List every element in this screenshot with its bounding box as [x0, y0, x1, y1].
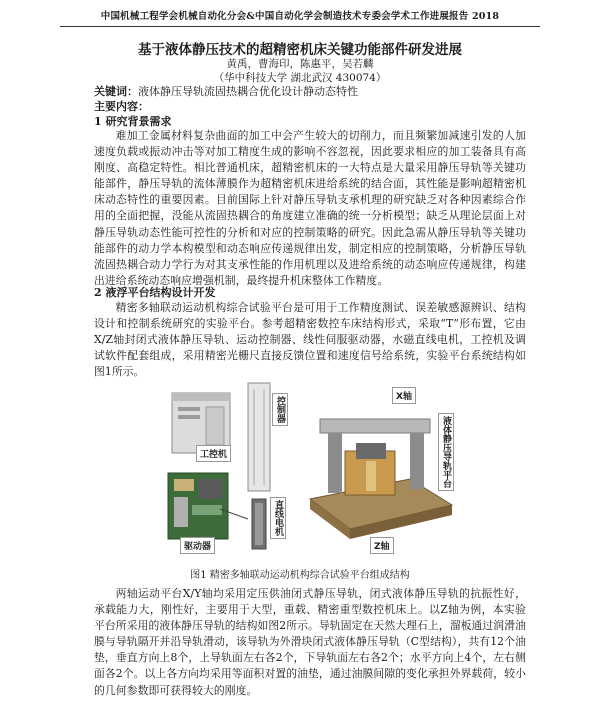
figure-1-caption: 图1 精密多轴联动运动机构综合试验平台组成结构: [190, 570, 410, 581]
keywords-label: 关键词：: [94, 85, 138, 98]
keywords-line: [94, 83, 560, 99]
linear-motor-label: 直线电机: [270, 497, 286, 539]
z-axis-label: Z轴: [370, 537, 394, 554]
affiliation: （华中科技大学 湖北武汉 430074）: [213, 72, 387, 84]
linear-motor-image: [252, 499, 266, 549]
driver-image: [168, 473, 228, 539]
machine-image: [310, 419, 452, 539]
paper-title: 基于液体静压技术的超精密机床关键功能部件研发进展: [138, 42, 462, 58]
figure-1-illustration: [160, 379, 460, 555]
driver-label: 驱动器: [180, 537, 215, 554]
running-header: 中国机械工程学会机械自动化分会&中国自动化学会制造技术专委会学术工作进展报告 2018: [60, 8, 540, 27]
guideway-platform-label: 液体静压导轨平台: [438, 413, 454, 491]
main-content-label: 主要内容：: [94, 100, 149, 113]
author-list: 黄禹，曹海印，陈惠平，吴若麟: [226, 58, 374, 70]
section-2-paragraph-1: 精密多轴联动运动机构综合试验平台是可用于工作精度测试、误差敏感源辨识、结构设计和控制系统研究的实验平台。参考超精密数控车床结构形式，采取“T”形布置，它由X/Z轴封闭式液体静压导轨、运动控制器、线性伺服驱动器，水磁直线电机，工控机及调试软件配套组成，采用精密光栅尺直接反馈位置和速度信号给系统，实验平台系统结构如图1所示。: [94, 301, 526, 379]
section-1-paragraph: 难加工金属材料复杂曲面的加工中会产生较大的切削力，而且频繁加减速引发的人加速度负载或振动冲击等对加工精度生成的影响不容忽视，因此要求相应的加工装备具有高刚度、高稳定特性。相比普通机床，超精密机床的一大特点是大量采用静压导轨等关键功能部件，静压导轨的流体薄膜作为超精密机床进给系统的结合面，其性能是影响超精密机床动态特性的重要因素。目前国际上针对静压导轨支承机理的研究缺乏对各种因素综合作用的全面把握，没能从流固热耦合的角度建立准确的统一分析模型；缺乏从理论层面上对静压导轨动态性能可控性的分析和对应的控制策略的研究。因此急需从静压导轨等关键功能部件的动力学本构模型和动态响应传递规律出发，制定相应的控制策略，分析静压导轨流固热耦合动力学行为对其支承性能的作用机理以及进给系统的动态响应传递规律，构建出进给系统动态响应增强机制，最终提升机床整体工作精度。: [94, 129, 526, 287]
ipc-image: [172, 393, 230, 453]
keywords-text: 液体静压导轨流固热耦合优化设计静动态特性: [138, 85, 358, 98]
figure-1: [160, 379, 460, 555]
controller-label: 控制器: [272, 393, 288, 426]
x-axis-label: X轴: [392, 387, 416, 404]
section-2-heading: 2 液浮平台结构设计开发: [94, 286, 216, 299]
section-2-paragraph-2: 两轴运动平台X/Y轴均采用定压供油闭式静压导轨，闭式液体静压导轨的抗振性好，承载能力大，刚性好，主要用于大型，重载、精密重型数控机床上。以Z轴为例，本实验平台所采用的液体静压导轨的结构如图2所示。导轨固定在天然大理石上，溜板通过润滑油膜与导轨隔开并沿导轨滑动，该导轨为外滑块闭式液体静压导轨（C型结构），共有12个油垫，垂直方向上8个，上导轨面左右各2个，下导轨面左右各2个；水平方向上4个，左右侧面各2个。以上各方向均采用等面积对置的油垫，通过油膜间隙的变化承担外界载荷，较小的几何参数即可获得较大的刚度。: [94, 587, 526, 697]
section-1-heading: 1 研究背景需求: [94, 115, 172, 128]
ipc-label: 工控机: [196, 445, 231, 462]
controller-image: [248, 383, 270, 491]
